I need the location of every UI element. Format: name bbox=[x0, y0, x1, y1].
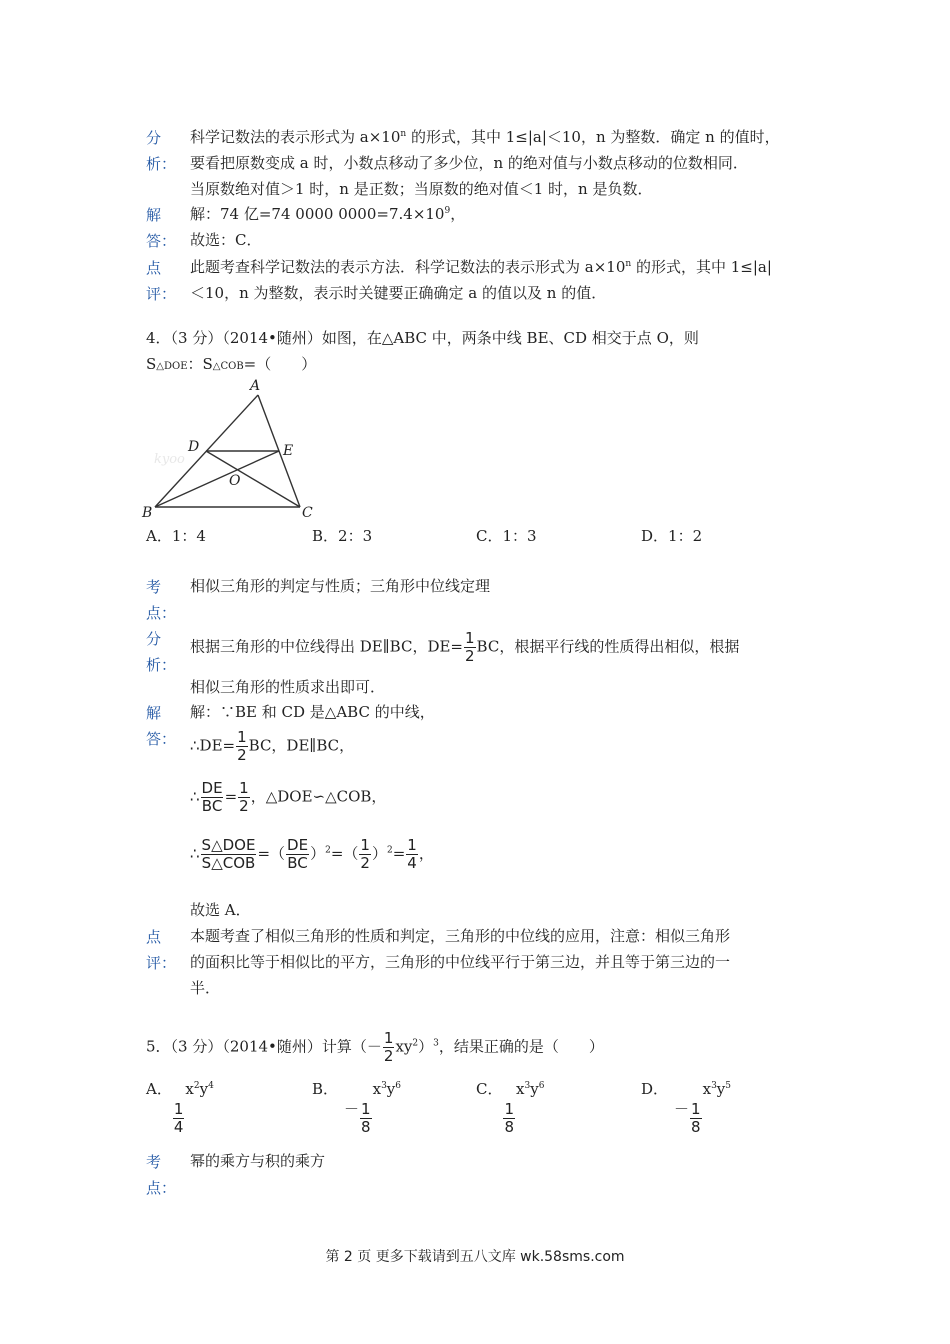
label-comment: 点 bbox=[146, 259, 162, 277]
q5-option-b[interactable]: B．－ $\frac{1}{8}$ $x^3y^6$ bbox=[312, 1080, 402, 1136]
q4-answer-line-3: ∴ $\frac{DE}{BC}$ = $\frac{1}{2}$ ，△DOE∽△COB， bbox=[190, 779, 387, 815]
q4-option-b[interactable]: B．2：3 bbox=[312, 527, 373, 545]
q3-analysis-line-2: 要看把原数变成 a 时，小数点移动了多少位，n 的绝对值与小数点移动的位数相同． bbox=[190, 154, 748, 172]
q5-option-d[interactable]: D．－ $\frac{1}{8}$ $x^3y^5$ bbox=[641, 1080, 732, 1136]
q4-comment-line-3: 半． bbox=[190, 979, 221, 997]
q3-comment-line-2: ＜10，n 为整数，表示时关键要正确确定 a 的值以及 n 的值． bbox=[190, 284, 607, 302]
vertex-c-label: C bbox=[302, 505, 313, 521]
q5-point: 幂的乘方与积的乘方 bbox=[190, 1152, 326, 1170]
q4-option-d[interactable]: D．1：2 bbox=[641, 527, 703, 545]
q4-stem-line-1: 4．（3 分）（2014•随州）如图，在△ABC 中，两条中线 BE、CD 相交于点 O，则 bbox=[146, 329, 699, 347]
q3-comment-line-1: 此题考查科学记数法的表示方法．科学记数法的表示形式为 $a\times 10^n$ 的形式，其中 1≤|a| bbox=[190, 258, 772, 276]
q5-option-c[interactable]: C． $\frac{1}{8}$ $x^3y^6$ bbox=[476, 1080, 545, 1136]
q3-answer-line-1: 解：74 亿=74 0000 $0000=7.4\times 10^9$， bbox=[190, 205, 466, 223]
q3-analysis-line-3: 当原数绝对值＞1 时，n 是正数；当原数的绝对值＜1 时，n 是负数． bbox=[190, 180, 653, 198]
q5-stem: 5．（3 分）（2014•随州）计算（－ $\frac{1}{2}$ $xy^2)^3$，结果正确的是（ ） bbox=[146, 1029, 604, 1065]
q5-option-a[interactable]: A． $\frac{1}{4}$ $x^2y^4$ bbox=[146, 1080, 214, 1136]
label-comment-q4-2: 评： bbox=[146, 954, 177, 972]
q4-comment-line-2: 的面积比等于相似比的平方，三角形的中位线平行于第三边，并且等于第三边的一 bbox=[190, 953, 731, 971]
point-o-label: O bbox=[229, 473, 241, 489]
vertex-b-label: B bbox=[142, 505, 153, 521]
vertex-a-label: A bbox=[250, 378, 261, 394]
q4-option-c[interactable]: C．1：3 bbox=[476, 527, 537, 545]
q4-answer-line-4: ∴ $\frac{\text{S△DOE}}{\text{S△COB}}$ =（ $\frac{DE}{BC}$ ）$^2$=（ $\frac{1}{2}$ ）$^2$= $\frac{1}{4}$ ， bbox=[190, 836, 434, 872]
q4-answer-line-5: 故选 A． bbox=[190, 901, 251, 919]
label-comment-q4: 点 bbox=[146, 928, 162, 946]
q4-option-a[interactable]: A．1：4 bbox=[146, 527, 206, 545]
label-point: 考 bbox=[146, 578, 162, 596]
label-answer-q4-2: 答： bbox=[146, 730, 177, 748]
label-point-2: 点： bbox=[146, 604, 177, 622]
label-analysis-q4-2: 析： bbox=[146, 656, 177, 674]
label-comment-2: 评： bbox=[146, 285, 177, 303]
q4-analysis-line-1: 根据三角形的中位线得出 DE∥BC，DE= $\frac{1}{2}$ BC，根据平行线的性质得出相似，根据 bbox=[190, 629, 740, 665]
page-footer: 第 2 页 更多下载请到五八文库 wk.58sms.com bbox=[325, 1249, 625, 1265]
q3-answer-line-2: 故选：C． bbox=[190, 231, 262, 249]
label-answer-2: 答： bbox=[146, 232, 177, 250]
q4-triangle-figure bbox=[140, 375, 330, 523]
q4-answer-line-2: ∴DE= $\frac{1}{2}$ BC，DE∥BC， bbox=[190, 728, 355, 764]
label-answer-q4: 解 bbox=[146, 704, 162, 722]
q4-comment-line-1: 本题考查了相似三角形的性质和判定，三角形的中位线的应用，注意：相似三角形 bbox=[190, 927, 731, 945]
label-analysis: 分 bbox=[146, 129, 162, 147]
q4-analysis-line-2: 相似三角形的性质求出即可． bbox=[190, 678, 386, 696]
q4-stem-line-2: S△DOE：S△COB=（ ） bbox=[146, 355, 317, 373]
label-point-q5-2: 点： bbox=[146, 1179, 177, 1197]
label-answer: 解 bbox=[146, 206, 162, 224]
q3-analysis-line-1: 科学记数法的表示形式为 $a\times 10^n$ 的形式，其中 1≤|a|＜10，n 为整数．确定 n 的值时， bbox=[190, 128, 780, 146]
label-analysis-2: 析： bbox=[146, 155, 177, 173]
label-point-q5: 考 bbox=[146, 1153, 162, 1171]
vertex-e-label: E bbox=[283, 443, 294, 459]
q4-point: 相似三角形的判定与性质；三角形中位线定理 bbox=[190, 577, 491, 595]
q4-answer-line-1: 解：∵BE 和 CD 是△ABC 的中线， bbox=[190, 703, 435, 721]
vertex-d-label: D bbox=[188, 439, 200, 455]
label-analysis-q4: 分 bbox=[146, 630, 162, 648]
figure-watermark: kyoo bbox=[154, 452, 185, 467]
